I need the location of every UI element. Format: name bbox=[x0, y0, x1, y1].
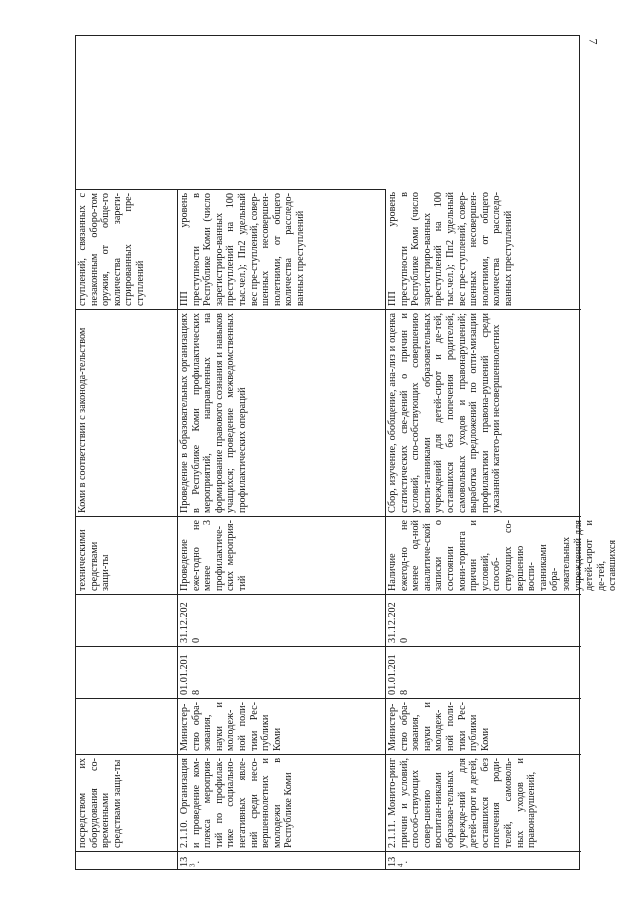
start-date-cell: 01.01.2018 bbox=[386, 646, 581, 698]
row-number-cell bbox=[76, 851, 178, 869]
expected-result-cell: техническими средствами защи-ты bbox=[76, 516, 178, 594]
indicator-cell: ПП уровень преступности в Республике Коми (число зарегистриро-ванных преступлений на 100 тыс.чел.); Пп2 удельный вес пре-ступлений, совер-шенных несовершен-нолетними, от общего количества расследо-ванных преступлений bbox=[178, 189, 386, 309]
measure-name-cell: 2.1.10. Организация и проведение ком-плекса мероприя-тий по профилак-тике социально-негативных явле-ний среди несо-вершеннолетних и молодежи в Республике Коми bbox=[178, 754, 386, 851]
start-date-cell bbox=[76, 646, 178, 698]
end-date-cell bbox=[76, 594, 178, 646]
responsible-cell: Министер-ство обра-зования, науки и молодеж-ной поли-тики Рес-публики Коми bbox=[386, 698, 581, 754]
description-cell: Сбор, изучение, обобщение, ана-лиз и оценка статистических све-дений о причин и условий, спо-собствующих совершению воспи-танниками образовательных учреждений для детей-сирот и де-тей, оставшихся без попечения родителей, самовольных уходов и правонарушений; выработка предложений по опти-мизации профилактики правона-рушений среди указанной катего-рии несовершеннолетних bbox=[386, 309, 581, 516]
measure-name-cell: 2.1.11. Монито-ринг причин и условий, способ-ствующих совер-шению воспитан-никами образова-тельных учрежде-ний для детей-сирот и детей, оставшихся без попечения роди-телей, самоволь-ных уходов и правонарушений, bbox=[386, 754, 581, 851]
description-cell: Коми в соответствии с законода-тельством bbox=[76, 309, 178, 516]
indicator-cell: ступлений, связанных с незаконным оборо-том оружия, от обще-го количества зареги-стрированных пре-ступлений bbox=[76, 189, 178, 309]
measure-name-cell: посредством их оборудования со-временными средствами защи-ты bbox=[76, 754, 178, 851]
expected-result-cell: Проведение еже-годно не менее 3 профилактиче-ских мероприя-тий bbox=[178, 516, 386, 594]
responsible-cell: Министер-ство обра-зования, науки и молодеж-ной поли-тики Рес-публики Коми bbox=[178, 698, 386, 754]
measures-table bbox=[75, 35, 619, 870]
description-cell: Проведение в образовательных организациях в Республике Коми профилактических мероприятий, направленных на формирование правового сознания и навыков учащихся; проведение межведомственных профилактических операций bbox=[178, 309, 386, 516]
indicator-cell: ПП уровень преступности в Республике Коми (число зарегистриро-ванных преступлений на 100 тыс.чел.); Пп2 удельный вес пре-ступлений, совер-шенных несовершен-нолетними, от общего количества расследо-ванных преступлений bbox=[387, 192, 514, 306]
page-number: 7 bbox=[586, 38, 601, 45]
end-date-cell: 31.12.2020 bbox=[386, 594, 581, 646]
row-number-cell: $13^4$. bbox=[386, 851, 581, 869]
end-date-cell: 31.12.2020 bbox=[178, 594, 386, 646]
responsible-cell bbox=[76, 698, 178, 754]
start-date-cell: 01.01.2018 bbox=[178, 646, 386, 698]
row-number-cell: $13^3$. bbox=[178, 851, 386, 869]
expected-result-cell: Наличие ежегод-но не менее од-ной аналитиче-ской записки о состоянии мони-торинга причин и условий, способ-ствующих со-вершению воспи-танниками обра-зовательных учреждений для детей-сирот и де-тей, оставшихся bbox=[386, 516, 581, 594]
rotated-table-sheet bbox=[75, 35, 619, 870]
